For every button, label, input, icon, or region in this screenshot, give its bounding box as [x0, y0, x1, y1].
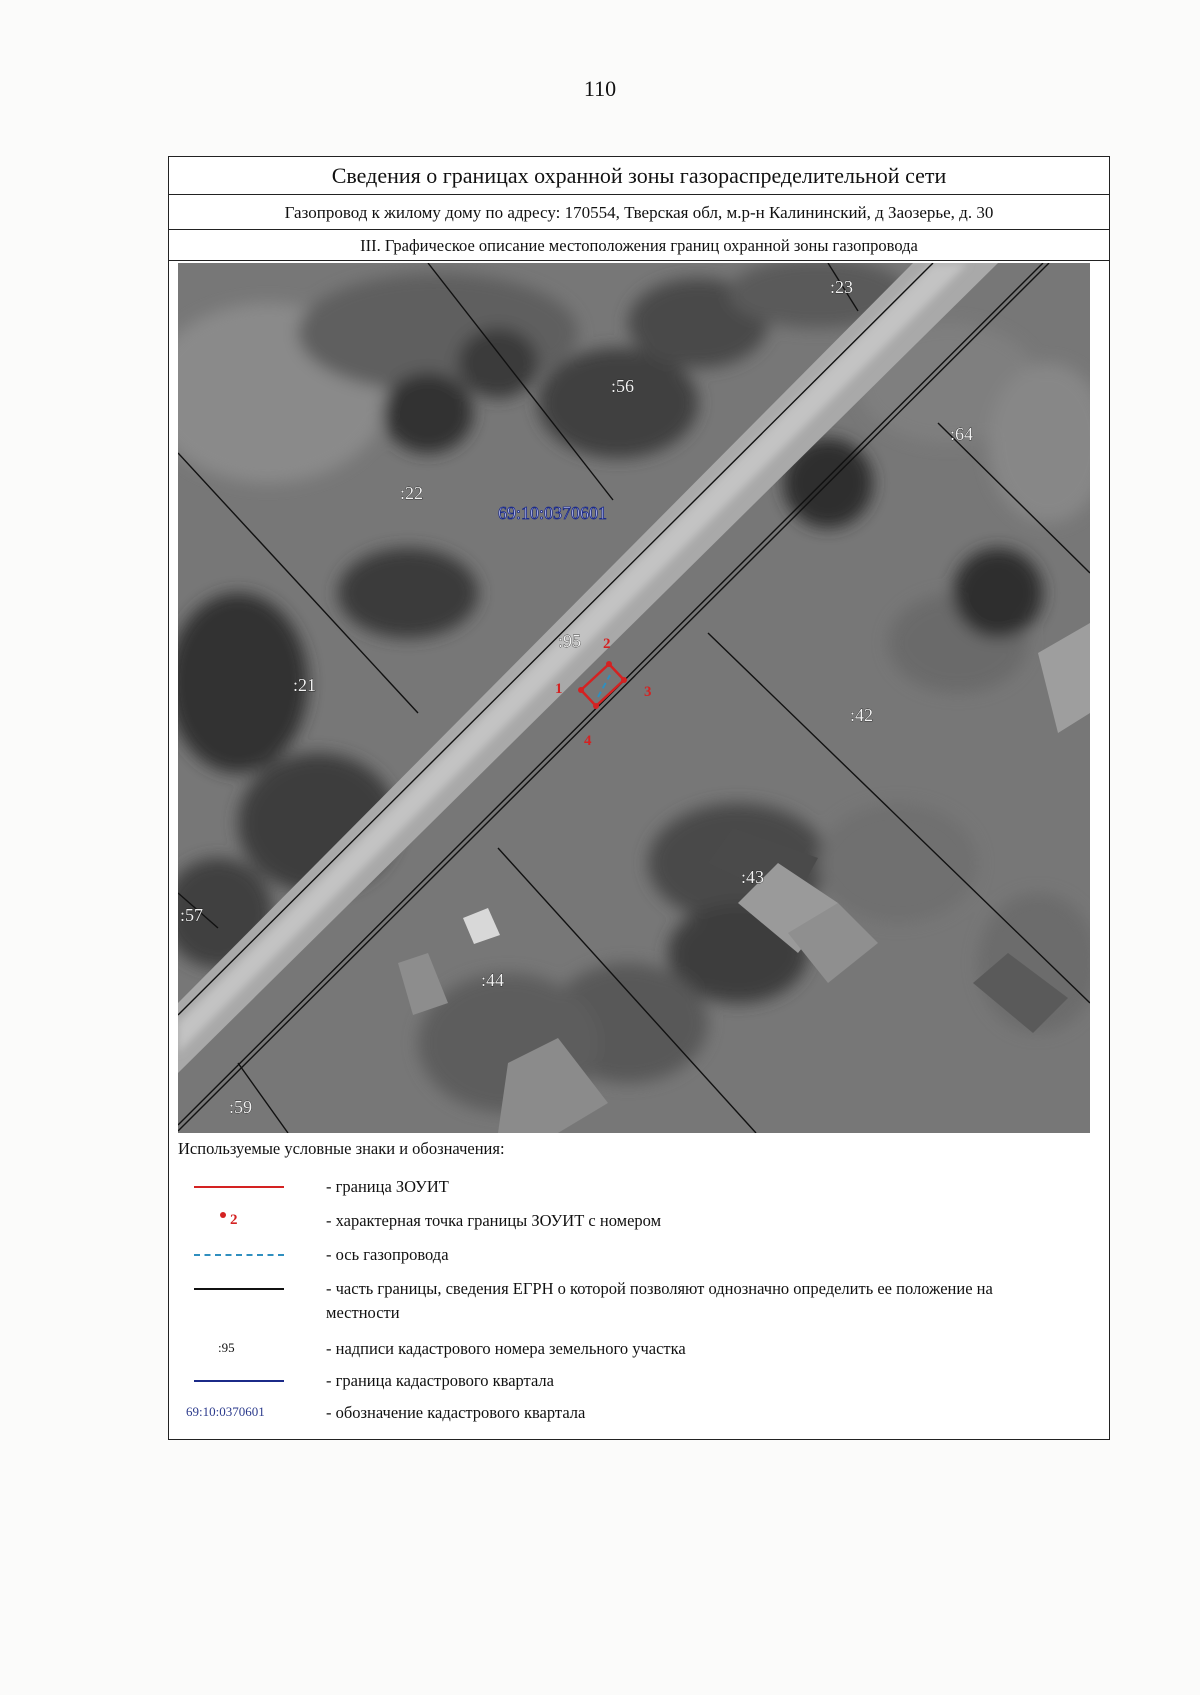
- sheet-title: Сведения о границах охранной зоны газораспределительной сети: [169, 157, 1109, 195]
- point-2-label: 2: [603, 636, 611, 652]
- parcel-label-22: :22: [400, 483, 424, 503]
- legend-text: - граница ЗОУИТ: [326, 1177, 449, 1196]
- legend-symbol-black-line: [178, 1277, 310, 1301]
- parcel-label-42: :42: [850, 705, 874, 725]
- legend-text: - характерная точка границы ЗОУИТ с номером: [326, 1211, 662, 1230]
- legend-symbol-red-point: 2: [178, 1209, 310, 1233]
- parcel-label-56: :56: [611, 376, 635, 396]
- legend-text: - часть границы, сведения ЕГРН о которой позволяют однозначно определить ее положение на местности: [326, 1279, 993, 1322]
- page-number: 110: [583, 76, 617, 101]
- parcel-label-43: :43: [741, 867, 765, 887]
- legend: [178, 1139, 1098, 1435]
- cadastral-quarter-label: 69:10:0370601: [498, 503, 608, 523]
- point-1-label: 1: [555, 681, 563, 697]
- section-heading: III. Графическое описание местоположения границ охранной зоны газопровода: [169, 230, 1109, 261]
- point-3-label: 3: [644, 684, 652, 700]
- legend-text: - обозначение кадастрового квартала: [326, 1403, 586, 1422]
- legend-symbol-dashed-line: [178, 1243, 310, 1267]
- parcel-label-21: :21: [293, 675, 317, 695]
- parcel-label-95: :95: [558, 631, 582, 651]
- point-4-label: 4: [584, 733, 592, 749]
- legend-text: - граница кадастрового квартала: [326, 1371, 554, 1390]
- object-description: Газопровод к жилому дому по адресу: 170554, Тверская обл, м.р-н Калининский, д Заозерье, д. 30: [169, 195, 1109, 230]
- parcel-label-59: :59: [229, 1097, 253, 1117]
- legend-text: - ось газопровода: [326, 1245, 449, 1264]
- legend-text: - надписи кадастрового номера земельного участка: [326, 1339, 686, 1358]
- parcel-label-64: :64: [950, 424, 974, 444]
- legend-title: Используемые условные знаки и обозначения:: [178, 1139, 505, 1158]
- legend-symbol-red-line: [178, 1175, 310, 1199]
- legend-symbol-blue-line: [178, 1369, 310, 1393]
- cadastral-map: [178, 263, 1090, 1133]
- parcel-label-44: :44: [481, 970, 505, 990]
- parcel-label-57: :57: [180, 905, 204, 925]
- legend-symbol-quarter-label: 69:10:0370601: [186, 1404, 265, 1419]
- parcel-label-23: :23: [830, 277, 854, 297]
- protection-zone-sheet: [168, 156, 1110, 1440]
- legend-symbol-parcel-label: :95: [218, 1340, 235, 1355]
